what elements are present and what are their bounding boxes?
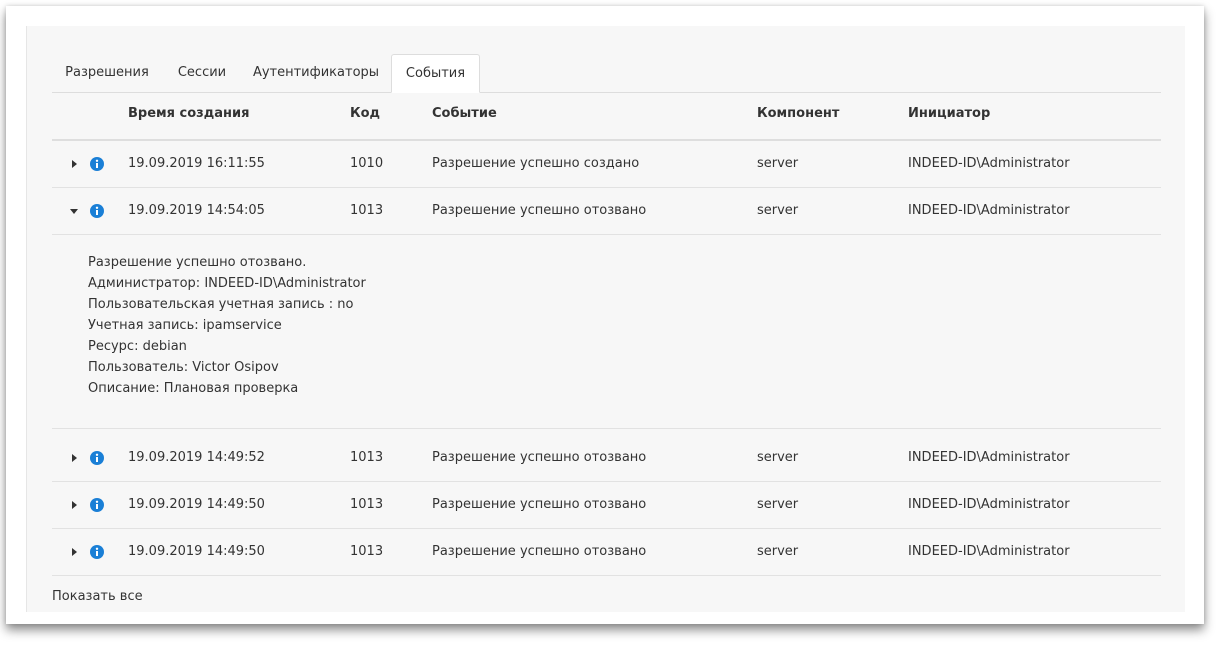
info-circle-icon: [90, 451, 104, 465]
cell-code: 1013: [350, 544, 384, 559]
cell-initiator: INDEED-ID\Administrator: [908, 497, 1070, 512]
tab-sessions[interactable]: Сессии: [177, 65, 227, 80]
caret-right-icon[interactable]: [68, 452, 80, 464]
table-row[interactable]: [52, 482, 1161, 529]
header-code[interactable]: Код: [350, 106, 381, 121]
cell-component: server: [757, 497, 799, 512]
cell-component: server: [757, 156, 799, 171]
cell-code: 1013: [350, 497, 384, 512]
detail-line: Пользовательская учетная запись : no: [88, 297, 354, 312]
cell-code: 1010: [350, 156, 384, 171]
cell-time: 19.09.2019 14:49:50: [128, 544, 265, 559]
table-row[interactable]: [52, 529, 1161, 576]
cell-component: server: [757, 203, 799, 218]
info-circle-icon: [90, 157, 104, 171]
info-circle-icon: [90, 204, 104, 218]
tab-authenticators[interactable]: Аутентификаторы: [252, 65, 380, 80]
detail-line: Описание: Плановая проверка: [88, 381, 299, 396]
cell-code: 1013: [350, 203, 384, 218]
table-row[interactable]: [52, 435, 1161, 482]
tab-permissions[interactable]: Разрешения: [65, 65, 149, 80]
cell-time: 19.09.2019 14:49:52: [128, 450, 265, 465]
cell-event: Разрешение успешно отозвано: [432, 450, 647, 465]
detail-line: Ресурс: debian: [88, 339, 187, 354]
cell-code: 1013: [350, 450, 384, 465]
cell-initiator: INDEED-ID\Administrator: [908, 156, 1070, 171]
header-time[interactable]: Время создания: [128, 106, 250, 121]
caret-down-icon[interactable]: [68, 205, 80, 217]
detail-line: Администратор: INDEED-ID\Administrator: [88, 276, 366, 291]
cell-initiator: INDEED-ID\Administrator: [908, 544, 1070, 559]
cell-time: 19.09.2019 14:49:50: [128, 497, 265, 512]
events-panel: [26, 26, 1185, 612]
cell-time: 19.09.2019 16:11:55: [128, 156, 265, 171]
window-frame: [6, 6, 1204, 624]
caret-right-icon[interactable]: [68, 546, 80, 558]
detail-line: Учетная запись: ipamservice: [88, 318, 282, 333]
tab-bar: [52, 54, 1161, 93]
tab-events[interactable]: События: [391, 54, 480, 93]
header-initiator[interactable]: Инициатор: [908, 106, 991, 121]
caret-right-icon[interactable]: [68, 158, 80, 170]
cell-component: server: [757, 544, 799, 559]
cell-component: server: [757, 450, 799, 465]
cell-initiator: INDEED-ID\Administrator: [908, 203, 1070, 218]
caret-right-icon[interactable]: [68, 499, 80, 511]
detail-line: Разрешение успешно отозвано.: [88, 255, 307, 270]
cell-event: Разрешение успешно отозвано: [432, 203, 647, 218]
info-circle-icon: [90, 498, 104, 512]
cell-time: 19.09.2019 14:54:05: [128, 203, 265, 218]
cell-event: Разрешение успешно отозвано: [432, 497, 647, 512]
info-circle-icon: [90, 545, 104, 559]
detail-line: Пользователь: Victor Osipov: [88, 360, 279, 375]
cell-event: Разрешение успешно создано: [432, 156, 640, 171]
cell-event: Разрешение успешно отозвано: [432, 544, 647, 559]
event-details: [52, 228, 1161, 429]
table-row[interactable]: [52, 141, 1161, 188]
header-component[interactable]: Компонент: [757, 106, 840, 121]
header-event[interactable]: Событие: [432, 106, 497, 121]
table-header: [52, 92, 1161, 141]
show-all-link[interactable]: Показать все: [52, 589, 143, 604]
cell-initiator: INDEED-ID\Administrator: [908, 450, 1070, 465]
